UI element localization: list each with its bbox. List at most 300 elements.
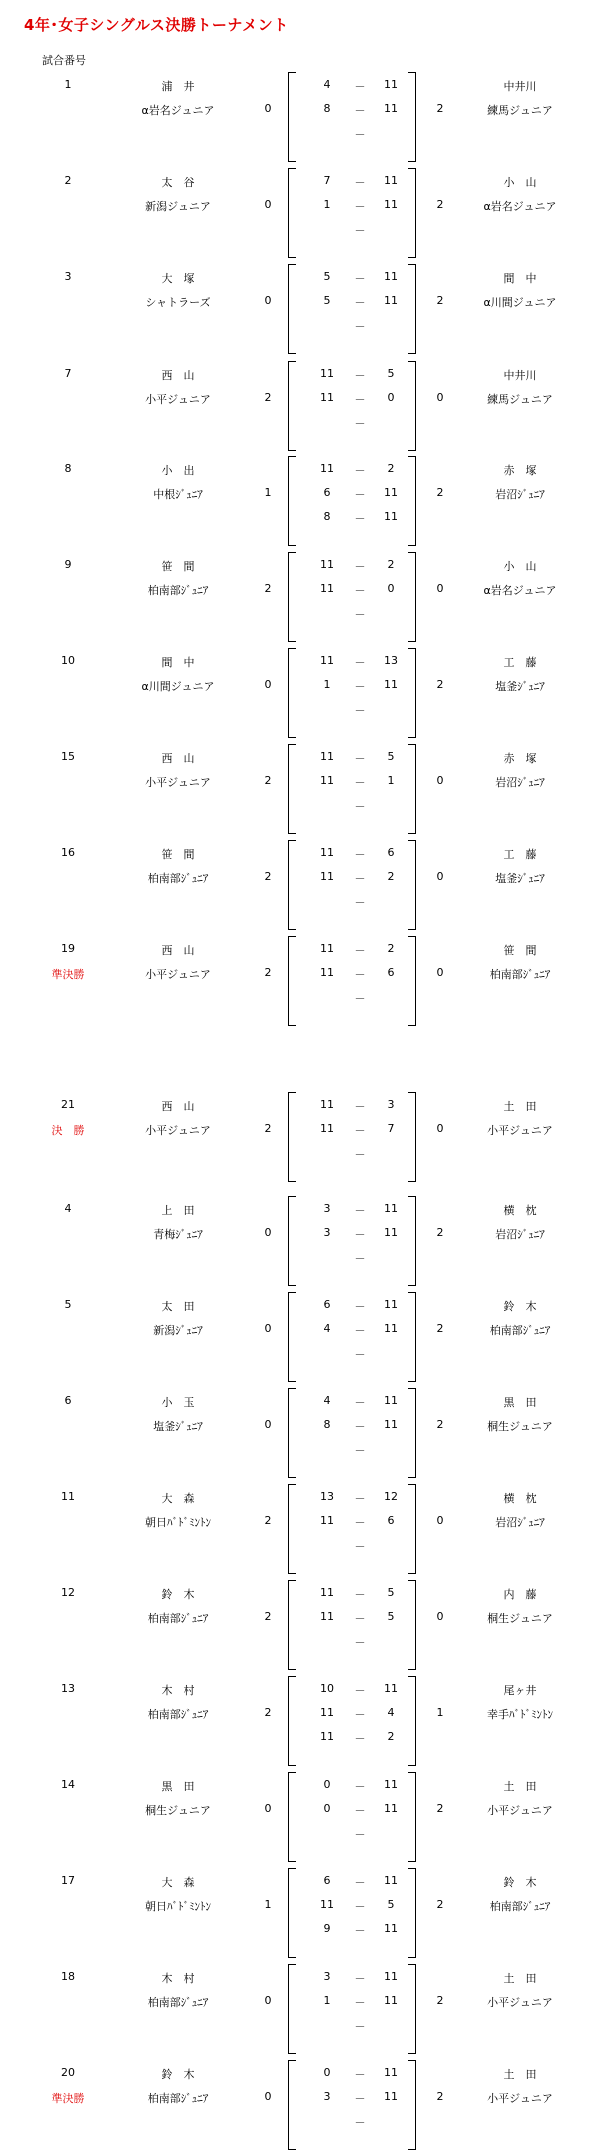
player1-games-won: 2 <box>264 774 272 787</box>
game-score-player1: 11 <box>320 367 334 380</box>
score-bracket-left <box>288 1196 296 1286</box>
player1-club: 柏南部ｼﾞｭﾆｱ <box>147 1708 209 1721</box>
player2-name: 赤 塚 <box>503 752 537 765</box>
player1-name: 浦 井 <box>161 80 195 93</box>
score-separator: － <box>354 417 366 430</box>
score-bracket-left <box>288 1092 296 1182</box>
player1-games-won: 2 <box>264 870 272 883</box>
score-bracket-left <box>288 840 296 930</box>
game-score-player2: 6 <box>387 1514 395 1527</box>
player2-club: 練馬ジュニア <box>487 104 553 117</box>
game-score-player1: 11 <box>320 1730 334 1743</box>
score-bracket-left <box>288 1676 296 1766</box>
player2-name: 黒 田 <box>503 1396 537 1409</box>
player1-games-won: 0 <box>264 2090 272 2103</box>
match-row <box>0 2060 599 2152</box>
player1-name: 太 谷 <box>161 176 195 189</box>
score-separator: － <box>354 680 366 693</box>
game-score-player2: 3 <box>387 1098 395 1111</box>
score-separator: － <box>354 584 366 597</box>
match-number: 7 <box>64 367 72 380</box>
match-number-header: 試合番号 <box>42 54 86 67</box>
score-separator: － <box>354 1900 366 1913</box>
score-bracket-left <box>288 1964 296 2054</box>
score-separator: － <box>354 1324 366 1337</box>
match-row <box>0 1196 599 1288</box>
score-bracket-left <box>288 744 296 834</box>
match-row <box>0 552 599 644</box>
player2-club: 岩沼ｼﾞｭﾆｱ <box>495 488 545 501</box>
game-score-player2: 11 <box>384 1874 398 1887</box>
player1-club: 新潟ｼﾞｭﾆｱ <box>153 1324 203 1337</box>
game-score-player1: 4 <box>323 1322 331 1335</box>
score-separator: － <box>354 1396 366 1409</box>
match-row <box>0 936 599 1028</box>
player2-name: 尾ヶ井 <box>503 1684 537 1697</box>
player2-games-won: 2 <box>436 1994 444 2007</box>
score-separator: － <box>354 1684 366 1697</box>
game-score-player1: 11 <box>320 1706 334 1719</box>
match-number: 2 <box>64 174 72 187</box>
game-score-player2: 2 <box>387 1730 395 1743</box>
game-score-player1: 3 <box>323 1202 331 1215</box>
game-score-player1: 13 <box>320 1490 334 1503</box>
player1-name: 太 田 <box>161 1300 195 1313</box>
score-bracket-left <box>288 1580 296 1670</box>
match-number: 9 <box>64 558 72 571</box>
score-separator: － <box>354 1204 366 1217</box>
game-score-player1: 3 <box>323 1226 331 1239</box>
game-score-player1: 5 <box>323 270 331 283</box>
game-score-player1: 11 <box>320 774 334 787</box>
player1-name: 小 玉 <box>161 1396 195 1409</box>
game-score-player2: 11 <box>384 174 398 187</box>
game-score-player2: 11 <box>384 270 398 283</box>
player1-club: 中根ｼﾞｭﾆｱ <box>153 488 203 501</box>
score-separator: － <box>354 176 366 189</box>
player2-club: α岩名ジュニア <box>483 584 557 597</box>
score-separator: － <box>354 2068 366 2081</box>
score-separator: － <box>354 2116 366 2129</box>
player2-name: 内 藤 <box>503 1588 537 1601</box>
score-bracket-left <box>288 168 296 258</box>
score-bracket-left <box>288 1868 296 1958</box>
score-bracket-left <box>288 361 296 451</box>
score-separator: － <box>354 1252 366 1265</box>
game-score-player1: 10 <box>320 1682 334 1695</box>
score-bracket-left <box>288 72 296 162</box>
game-score-player2: 5 <box>387 750 395 763</box>
score-separator: － <box>354 104 366 117</box>
game-score-player1: 1 <box>323 678 331 691</box>
player1-name: 間 中 <box>161 656 195 669</box>
match-row <box>0 1868 599 1960</box>
score-separator: － <box>354 1612 366 1625</box>
score-separator: － <box>354 1540 366 1553</box>
player1-games-won: 1 <box>264 486 272 499</box>
game-score-player2: 11 <box>384 678 398 691</box>
player1-club: 朝日ﾊﾞﾄﾞﾐﾝﾄﾝ <box>145 1516 211 1529</box>
player1-club: シャトラーズ <box>145 296 211 309</box>
match-row <box>0 72 599 164</box>
game-score-player2: 11 <box>384 1202 398 1215</box>
player1-club: 桐生ジュニア <box>145 1804 211 1817</box>
player1-games-won: 2 <box>264 391 272 404</box>
game-score-player1: 4 <box>323 1394 331 1407</box>
score-separator: － <box>354 369 366 382</box>
score-separator: － <box>354 1148 366 1161</box>
player1-games-won: 0 <box>264 1226 272 1239</box>
match-row <box>0 456 599 548</box>
game-score-player2: 2 <box>387 462 395 475</box>
player1-club: 小平ジュニア <box>145 393 211 406</box>
player2-name: 小 山 <box>503 560 537 573</box>
player2-club: 幸手ﾊﾞﾄﾞﾐﾝﾄﾝ <box>487 1708 553 1721</box>
game-score-player1: 7 <box>323 174 331 187</box>
score-bracket-left <box>288 552 296 642</box>
player2-club: 塩釜ｼﾞｭﾆｱ <box>495 872 545 885</box>
score-separator: － <box>354 200 366 213</box>
player2-club: 岩沼ｼﾞｭﾆｱ <box>495 776 545 789</box>
score-separator: － <box>354 1996 366 2009</box>
player2-games-won: 2 <box>436 1226 444 1239</box>
player2-name: 工 藤 <box>503 848 537 861</box>
score-bracket-left <box>288 2060 296 2150</box>
score-separator: － <box>354 80 366 93</box>
game-score-player2: 11 <box>384 294 398 307</box>
match-row <box>0 361 599 453</box>
match-number: 13 <box>61 1682 75 1695</box>
player2-club: 柏南部ｼﾞｭﾆｱ <box>489 968 551 981</box>
game-score-player2: 2 <box>387 870 395 883</box>
player1-club: 柏南部ｼﾞｭﾆｱ <box>147 2092 209 2105</box>
game-score-player2: 11 <box>384 510 398 523</box>
game-score-player1: 8 <box>323 510 331 523</box>
score-separator: － <box>354 296 366 309</box>
score-bracket-left <box>288 264 296 354</box>
score-bracket-left <box>288 936 296 1026</box>
player2-name: 間 中 <box>503 272 537 285</box>
round-label: 準決勝 <box>51 2092 85 2105</box>
score-separator: － <box>354 992 366 1005</box>
game-score-player1: 11 <box>320 750 334 763</box>
player2-club: 塩釜ｼﾞｭﾆｱ <box>495 680 545 693</box>
player2-club: 練馬ジュニア <box>487 393 553 406</box>
player2-name: 土 田 <box>503 2068 537 2081</box>
game-score-player1: 11 <box>320 391 334 404</box>
player1-club: α岩名ジュニア <box>141 104 215 117</box>
game-score-player1: 8 <box>323 1418 331 1431</box>
score-separator: － <box>354 776 366 789</box>
game-score-player2: 11 <box>384 1298 398 1311</box>
game-score-player1: 11 <box>320 870 334 883</box>
player1-games-won: 0 <box>264 678 272 691</box>
player1-games-won: 2 <box>264 1610 272 1623</box>
game-score-player2: 11 <box>384 1802 398 1815</box>
match-number: 18 <box>61 1970 75 1983</box>
game-score-player2: 11 <box>384 1778 398 1791</box>
match-number: 10 <box>61 654 75 667</box>
player1-games-won: 0 <box>264 1994 272 2007</box>
player2-name: 土 田 <box>503 1100 537 1113</box>
game-score-player2: 11 <box>384 1682 398 1695</box>
player2-name: 鈴 木 <box>503 1300 537 1313</box>
player2-club: 小平ジュニア <box>487 1124 553 1137</box>
game-score-player1: 11 <box>320 966 334 979</box>
score-separator: － <box>354 1492 366 1505</box>
player2-club: 小平ジュニア <box>487 1996 553 2009</box>
player1-club: α川間ジュニア <box>141 680 215 693</box>
score-separator: － <box>354 512 366 525</box>
player2-club: 桐生ジュニア <box>487 1420 553 1433</box>
score-separator: － <box>354 272 366 285</box>
player2-games-won: 0 <box>436 1610 444 1623</box>
game-score-player2: 11 <box>384 1226 398 1239</box>
player2-name: 鈴 木 <box>503 1876 537 1889</box>
player1-games-won: 2 <box>264 966 272 979</box>
score-bracket-left <box>288 648 296 738</box>
player2-games-won: 2 <box>436 2090 444 2103</box>
game-score-player2: 11 <box>384 1394 398 1407</box>
player2-games-won: 0 <box>436 1122 444 1135</box>
player1-club: 柏南部ｼﾞｭﾆｱ <box>147 1996 209 2009</box>
match-row <box>0 168 599 260</box>
player1-club: 新潟ジュニア <box>145 200 211 213</box>
game-score-player1: 11 <box>320 1098 334 1111</box>
match-number: 20 <box>61 2066 75 2079</box>
player2-games-won: 0 <box>436 1514 444 1527</box>
player2-games-won: 0 <box>436 870 444 883</box>
player1-games-won: 0 <box>264 198 272 211</box>
score-separator: － <box>354 1804 366 1817</box>
game-score-player1: 0 <box>323 2066 331 2079</box>
player1-club: 柏南部ｼﾞｭﾆｱ <box>147 584 209 597</box>
game-score-player2: 11 <box>384 1322 398 1335</box>
player2-games-won: 2 <box>436 1418 444 1431</box>
match-row <box>0 1484 599 1576</box>
player1-club: 小平ジュニア <box>145 776 211 789</box>
score-separator: － <box>354 752 366 765</box>
score-separator: － <box>354 128 366 141</box>
round-label: 決 勝 <box>51 1124 85 1137</box>
game-score-player2: 5 <box>387 1898 395 1911</box>
game-score-player1: 6 <box>323 1298 331 1311</box>
match-row <box>0 1676 599 1768</box>
score-separator: － <box>354 656 366 669</box>
match-number: 8 <box>64 462 72 475</box>
player2-games-won: 2 <box>436 486 444 499</box>
match-row <box>0 1580 599 1672</box>
game-score-player2: 2 <box>387 942 395 955</box>
match-row <box>0 1092 599 1184</box>
player2-games-won: 0 <box>436 582 444 595</box>
score-separator: － <box>354 872 366 885</box>
match-row <box>0 1772 599 1864</box>
game-score-player2: 11 <box>384 102 398 115</box>
player2-club: 岩沼ｼﾞｭﾆｱ <box>495 1516 545 1529</box>
player2-name: 中井川 <box>503 369 537 382</box>
match-row <box>0 264 599 356</box>
game-score-player2: 0 <box>387 391 395 404</box>
player1-name: 大 森 <box>161 1876 195 1889</box>
player2-games-won: 2 <box>436 1322 444 1335</box>
match-row <box>0 744 599 836</box>
score-separator: － <box>354 848 366 861</box>
score-separator: － <box>354 1588 366 1601</box>
game-score-player1: 11 <box>320 582 334 595</box>
game-score-player1: 11 <box>320 558 334 571</box>
score-separator: － <box>354 896 366 909</box>
player2-games-won: 1 <box>436 1706 444 1719</box>
game-score-player2: 5 <box>387 1586 395 1599</box>
score-separator: － <box>354 944 366 957</box>
player1-name: 笹 間 <box>161 848 195 861</box>
player1-name: 大 塚 <box>161 272 195 285</box>
game-score-player1: 11 <box>320 1122 334 1135</box>
player1-name: 小 出 <box>161 464 195 477</box>
game-score-player2: 0 <box>387 582 395 595</box>
score-separator: － <box>354 608 366 621</box>
game-score-player2: 5 <box>387 1610 395 1623</box>
game-score-player1: 11 <box>320 654 334 667</box>
game-score-player1: 1 <box>323 198 331 211</box>
match-row <box>0 840 599 932</box>
game-score-player2: 5 <box>387 367 395 380</box>
game-score-player1: 11 <box>320 846 334 859</box>
player2-club: 柏南部ｼﾞｭﾆｱ <box>489 1324 551 1337</box>
player2-club: α岩名ジュニア <box>483 200 557 213</box>
player1-name: 黒 田 <box>161 1780 195 1793</box>
game-score-player1: 5 <box>323 294 331 307</box>
player2-name: 工 藤 <box>503 656 537 669</box>
game-score-player2: 11 <box>384 1970 398 1983</box>
game-score-player1: 4 <box>323 78 331 91</box>
player2-name: 土 田 <box>503 1972 537 1985</box>
match-number: 15 <box>61 750 75 763</box>
score-separator: － <box>354 1732 366 1745</box>
game-score-player2: 11 <box>384 1922 398 1935</box>
player1-name: 西 山 <box>161 369 195 382</box>
match-number: 5 <box>64 1298 72 1311</box>
game-score-player2: 11 <box>384 2090 398 2103</box>
player2-name: 中井川 <box>503 80 537 93</box>
game-score-player1: 6 <box>323 486 331 499</box>
score-separator: － <box>354 1708 366 1721</box>
player1-name: 鈴 木 <box>161 2068 195 2081</box>
player2-club: 桐生ジュニア <box>487 1612 553 1625</box>
score-separator: － <box>354 1516 366 1529</box>
player1-games-won: 2 <box>264 1706 272 1719</box>
match-number: 1 <box>64 78 72 91</box>
game-score-player1: 9 <box>323 1922 331 1935</box>
player1-games-won: 2 <box>264 1122 272 1135</box>
game-score-player2: 1 <box>387 774 395 787</box>
game-score-player1: 11 <box>320 1610 334 1623</box>
game-score-player1: 11 <box>320 462 334 475</box>
player2-club: 柏南部ｼﾞｭﾆｱ <box>489 1900 551 1913</box>
score-bracket-left <box>288 1772 296 1862</box>
game-score-player2: 11 <box>384 78 398 91</box>
player1-games-won: 0 <box>264 1802 272 1815</box>
game-score-player2: 11 <box>384 2066 398 2079</box>
player1-name: 西 山 <box>161 1100 195 1113</box>
player1-club: 朝日ﾊﾞﾄﾞﾐﾝﾄﾝ <box>145 1900 211 1913</box>
score-separator: － <box>354 1228 366 1241</box>
player1-games-won: 0 <box>264 102 272 115</box>
game-score-player2: 13 <box>384 654 398 667</box>
game-score-player1: 0 <box>323 1778 331 1791</box>
score-separator: － <box>354 1300 366 1313</box>
page-title: 4年･女子シングルス決勝トーナメント <box>24 16 289 34</box>
player2-games-won: 2 <box>436 1898 444 1911</box>
score-separator: － <box>354 1444 366 1457</box>
game-score-player2: 4 <box>387 1706 395 1719</box>
score-separator: － <box>354 2092 366 2105</box>
player1-games-won: 0 <box>264 294 272 307</box>
score-separator: － <box>354 1124 366 1137</box>
player2-games-won: 2 <box>436 294 444 307</box>
match-row <box>0 1388 599 1480</box>
player2-name: 赤 塚 <box>503 464 537 477</box>
game-score-player2: 6 <box>387 846 395 859</box>
player1-name: 鈴 木 <box>161 1588 195 1601</box>
score-separator: － <box>354 1420 366 1433</box>
score-separator: － <box>354 393 366 406</box>
player2-games-won: 2 <box>436 1802 444 1815</box>
player2-club: 岩沼ｼﾞｭﾆｱ <box>495 1228 545 1241</box>
player1-games-won: 2 <box>264 582 272 595</box>
player2-name: 横 枕 <box>503 1492 537 1505</box>
game-score-player1: 1 <box>323 1994 331 2007</box>
player1-games-won: 0 <box>264 1322 272 1335</box>
player2-games-won: 0 <box>436 966 444 979</box>
player1-name: 木 村 <box>161 1684 195 1697</box>
match-number: 21 <box>61 1098 75 1111</box>
match-number: 14 <box>61 1778 75 1791</box>
game-score-player1: 3 <box>323 1970 331 1983</box>
player2-games-won: 0 <box>436 774 444 787</box>
match-row <box>0 648 599 740</box>
match-row <box>0 1964 599 2056</box>
score-bracket-left <box>288 1388 296 1478</box>
score-separator: － <box>354 488 366 501</box>
player1-club: 柏南部ｼﾞｭﾆｱ <box>147 1612 209 1625</box>
player2-club: 小平ジュニア <box>487 2092 553 2105</box>
game-score-player2: 11 <box>384 1994 398 2007</box>
game-score-player2: 7 <box>387 1122 395 1135</box>
score-separator: － <box>354 704 366 717</box>
score-separator: － <box>354 968 366 981</box>
score-bracket-left <box>288 1484 296 1574</box>
player2-name: 横 枕 <box>503 1204 537 1217</box>
match-number: 19 <box>61 942 75 955</box>
game-score-player2: 12 <box>384 1490 398 1503</box>
player1-games-won: 1 <box>264 1898 272 1911</box>
player2-name: 小 山 <box>503 176 537 189</box>
match-number: 16 <box>61 846 75 859</box>
score-separator: － <box>354 1636 366 1649</box>
match-row <box>0 1292 599 1384</box>
score-separator: － <box>354 560 366 573</box>
player1-name: 西 山 <box>161 944 195 957</box>
player1-games-won: 0 <box>264 1418 272 1431</box>
round-label: 準決勝 <box>51 968 85 981</box>
score-separator: － <box>354 1924 366 1937</box>
score-separator: － <box>354 1348 366 1361</box>
player2-club: α川間ジュニア <box>483 296 557 309</box>
player2-name: 笹 間 <box>503 944 537 957</box>
player2-games-won: 2 <box>436 102 444 115</box>
